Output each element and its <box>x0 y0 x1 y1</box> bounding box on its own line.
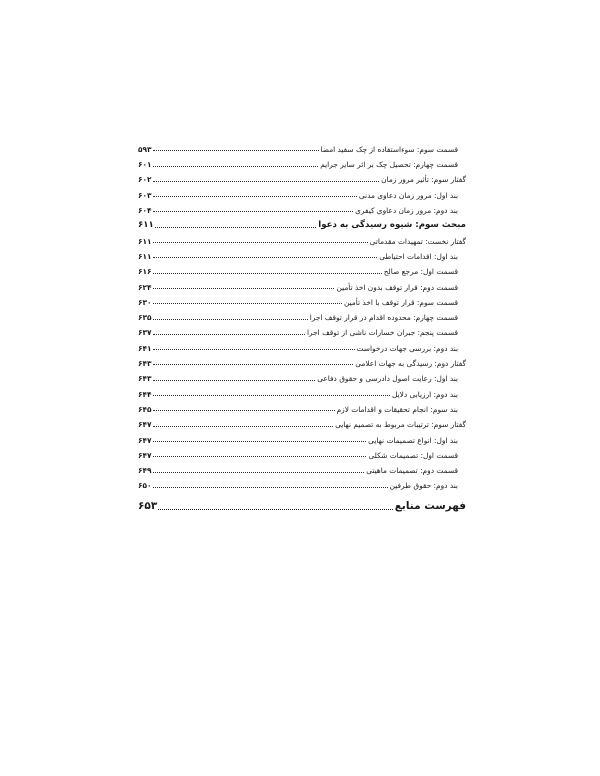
toc-dot-leader <box>153 272 382 274</box>
toc-dot-leader <box>153 318 308 320</box>
toc-entry-page-number: ۶۰۳ <box>138 190 152 200</box>
toc-dot-leader <box>153 287 335 289</box>
toc-entry <box>138 492 466 512</box>
toc-dot-leader <box>153 302 342 304</box>
toc-entry-page-number: ۶۴۳ <box>138 359 152 369</box>
toc-dot-leader <box>153 471 365 473</box>
toc-entry-page-number: ۶۴۱ <box>138 343 152 353</box>
toc-entry-label: بند اول: اقدامات احتیاطی <box>379 251 458 261</box>
toc-entry <box>138 184 466 199</box>
toc-dot-leader <box>153 210 354 212</box>
toc-entry <box>138 413 466 428</box>
toc-entry <box>138 199 466 214</box>
toc-entry-label: گفتار نخست: تمهیدات مقدماتی <box>369 236 466 246</box>
toc-dot-leader <box>153 394 390 396</box>
toc-dot-leader <box>153 379 316 381</box>
toc-entry-label: فهرست منابع <box>394 500 466 513</box>
toc-entry <box>138 352 466 367</box>
toc-entry-label: قسمت سوم: سوءاستفاده از چک سفید امضا <box>320 144 458 154</box>
toc-entry-label: بند دوم: ارزیابی دلایل <box>391 389 458 399</box>
toc-entry-label: قسمت اول: مرجع صالح <box>383 267 458 277</box>
toc-dot-leader <box>153 165 319 167</box>
toc-entry-page-number: ۶۴۷ <box>138 420 152 430</box>
toc-entry <box>138 138 466 153</box>
toc-dot-leader <box>153 149 319 151</box>
toc-entry <box>138 444 466 459</box>
toc-entry <box>138 169 466 184</box>
toc-entry-page-number: ۶۱۱ <box>138 251 152 261</box>
toc-dot-leader <box>153 180 380 182</box>
toc-dot-leader <box>153 409 335 411</box>
toc-entry-label: قسمت پنجم: جبران خسارات ناشی از توقف اجرا <box>306 328 458 338</box>
toc-dot-leader <box>153 256 378 258</box>
toc-entry <box>138 383 466 398</box>
toc-entry-label: قسمت چهارم: محدوده اقدام در قرار توقف اجرا <box>309 313 458 323</box>
toc-entry-page-number: ۶۳۵ <box>138 313 152 323</box>
toc-entry <box>138 459 466 474</box>
toc-entry-page-number: ۶۴۷ <box>138 435 152 445</box>
toc-entry-label: قسمت دوم: تصمیمات ماهیتی <box>366 466 458 476</box>
toc-entry <box>138 260 466 275</box>
toc-entry-page-number: ۶۳۰ <box>138 297 152 307</box>
toc-entry-page-number: ۶۴۹ <box>138 466 152 476</box>
toc-entry <box>138 322 466 337</box>
toc-entry-label: بند دوم: بررسی جهات درخواست <box>356 343 458 353</box>
toc-dot-leader <box>153 440 367 442</box>
toc-entry-page-number: ۶۲۴ <box>138 282 152 292</box>
toc-entry <box>138 367 466 382</box>
toc-entry-label: قسمت سوم: قرار توقف با اخذ تأمین <box>343 297 458 307</box>
toc-entry-label: گفتار دوم: رسیدگی به جهات اعلامی <box>355 359 466 369</box>
toc-entry <box>138 306 466 321</box>
toc-entry <box>138 153 466 168</box>
toc-entry-page-number: ۶۰۲ <box>138 175 152 185</box>
toc-entry-page-number: ۶۴۴ <box>138 389 152 399</box>
toc-dot-leader <box>158 508 392 510</box>
toc-entry <box>138 291 466 306</box>
toc-entry-page-number: ۶۰۱ <box>138 160 152 170</box>
toc-entry-page-number: ۶۱۱ <box>138 236 152 246</box>
toc-entry-page-number: ۶۴۵ <box>138 404 152 414</box>
toc-entry-page-number: ۶۴۷ <box>138 450 152 460</box>
toc-entry-label: قسمت چهارم: تحصیل چک بر اثر سایر جرایم <box>320 160 458 170</box>
toc-entry-page-number: ۶۵۳ <box>138 500 158 513</box>
toc-entry <box>138 475 466 490</box>
toc-entry-page-number: ۶۴۳ <box>138 374 152 384</box>
toc-entry <box>138 276 466 291</box>
toc-entry <box>138 245 466 260</box>
toc-entry-label: گفتار سوم: ترتیبات مربوط به تصمیم نهایی <box>335 420 466 430</box>
toc-dot-leader <box>153 363 354 365</box>
toc-entry-label: بند اول: انواع تصمیمات نهایی <box>368 435 458 445</box>
toc-entry-label: مبحث سوم: شیوه رسیدگی به دعوا <box>318 220 466 231</box>
toc-entry-label: بند سوم: انجام تحقیقات و اقدامات لازم <box>336 404 458 414</box>
toc-entry-page-number: ۶۱۱ <box>138 220 154 231</box>
toc-dot-leader <box>153 425 334 427</box>
toc-entry <box>138 214 466 229</box>
toc-dot-leader <box>155 226 317 228</box>
toc-dot-leader <box>153 486 388 488</box>
table-of-contents <box>138 138 466 512</box>
toc-entry <box>138 398 466 413</box>
toc-entry-label: بند دوم: حقوق طرفین <box>389 481 458 491</box>
toc-entry-label: بند دوم: مرور زمان دعاوی کیفری <box>355 206 458 216</box>
toc-entry <box>138 337 466 352</box>
toc-entry-label: گفتار سوم: تأثیر مرور زمان <box>381 175 466 185</box>
toc-entry-label: قسمت اول: تصمیمات شکلی <box>368 450 458 460</box>
toc-entry-page-number: ۶۱۶ <box>138 267 152 277</box>
toc-entry-label: بند اول: مرور زمان دعاوی مدنی <box>358 190 458 200</box>
toc-dot-leader <box>153 195 357 197</box>
toc-entry-page-number: ۶۳۷ <box>138 328 152 338</box>
toc-dot-leader <box>153 348 355 350</box>
toc-entry <box>138 429 466 444</box>
toc-entry-page-number: ۵۹۳ <box>138 144 152 154</box>
toc-entry-page-number: ۶۵۰ <box>138 481 152 491</box>
toc-entry-label: بند اول: رعایت اصول دادرسی و حقوق دفاعی <box>317 374 458 384</box>
toc-dot-leader <box>153 333 305 335</box>
toc-dot-leader <box>153 241 368 243</box>
toc-dot-leader <box>153 455 367 457</box>
toc-entry <box>138 230 466 245</box>
toc-entry-label: قسمت دوم: قرار توقف بدون اخذ تأمین <box>336 282 458 292</box>
toc-entry-page-number: ۶۰۴ <box>138 206 152 216</box>
